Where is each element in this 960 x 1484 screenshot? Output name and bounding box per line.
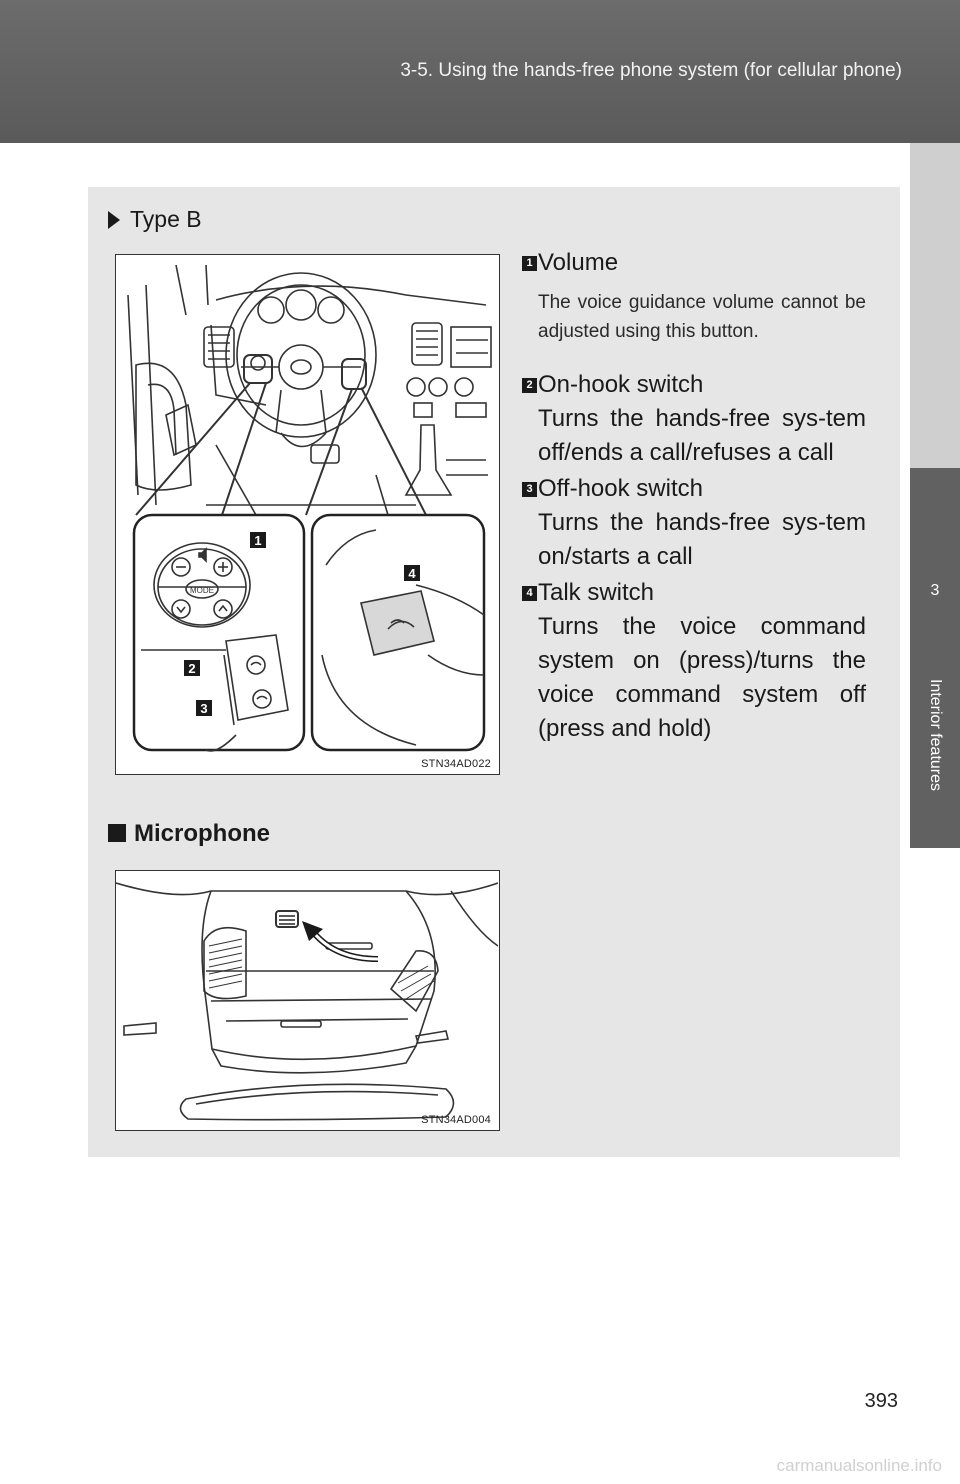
microphone-heading — [108, 820, 270, 848]
section-title: 3-5. Using the hands-free phone system (for cellular phone) — [400, 60, 902, 81]
list-item — [522, 576, 866, 746]
microphone-illustration — [115, 870, 500, 1131]
square-bullet-icon — [108, 824, 126, 842]
figure-1-code: STN34AD022 — [421, 758, 491, 770]
mode-button-label: MODE — [190, 586, 214, 595]
figure-callout-4: 4 — [408, 566, 416, 581]
watermark: carmanualsonline.info — [776, 1456, 942, 1475]
chapter-number: 3 — [930, 582, 940, 599]
item-description: Turns the hands-free sys-tem on/starts a call — [538, 509, 866, 570]
figure-callout-3: 3 — [200, 701, 208, 716]
item-description: Turns the voice command system on (press)/turns the voice command system off (press and hold) — [538, 613, 866, 742]
list-item — [522, 246, 866, 346]
side-tab-upper — [910, 143, 960, 468]
overhead-console-drawing — [116, 871, 498, 1129]
figure-2-code: STN34AD004 — [421, 1114, 491, 1126]
steering-wheel-drawing — [116, 255, 498, 773]
page-header — [0, 0, 960, 143]
list-item — [522, 472, 866, 574]
type-heading-text: Type B — [130, 206, 202, 232]
item-number-badge: 4 — [522, 586, 537, 601]
figure-callout-2: 2 — [188, 661, 196, 676]
switch-descriptions — [522, 246, 866, 746]
microphone-heading-text: Microphone — [134, 820, 270, 847]
item-title: On-hook switch — [538, 371, 704, 398]
chapter-label: Interior features — [927, 678, 944, 792]
item-number-badge: 2 — [522, 378, 537, 393]
steering-switch-illustration — [115, 254, 500, 775]
page-number: 393 — [864, 1390, 898, 1412]
list-item — [522, 368, 866, 470]
figure-callout-1: 1 — [254, 533, 262, 548]
type-heading — [108, 206, 202, 233]
item-number-badge: 3 — [522, 482, 537, 497]
item-title: Volume — [538, 249, 619, 276]
item-description: Turns the hands-free sys-tem off/ends a call/refuses a call — [538, 405, 866, 466]
item-description: The voice guidance volume cannot be adjusted using this button. — [538, 292, 866, 342]
item-number-badge: 1 — [522, 256, 537, 271]
item-title: Talk switch — [538, 579, 655, 606]
item-title: Off-hook switch — [538, 475, 703, 502]
triangle-bullet-icon — [108, 211, 120, 229]
